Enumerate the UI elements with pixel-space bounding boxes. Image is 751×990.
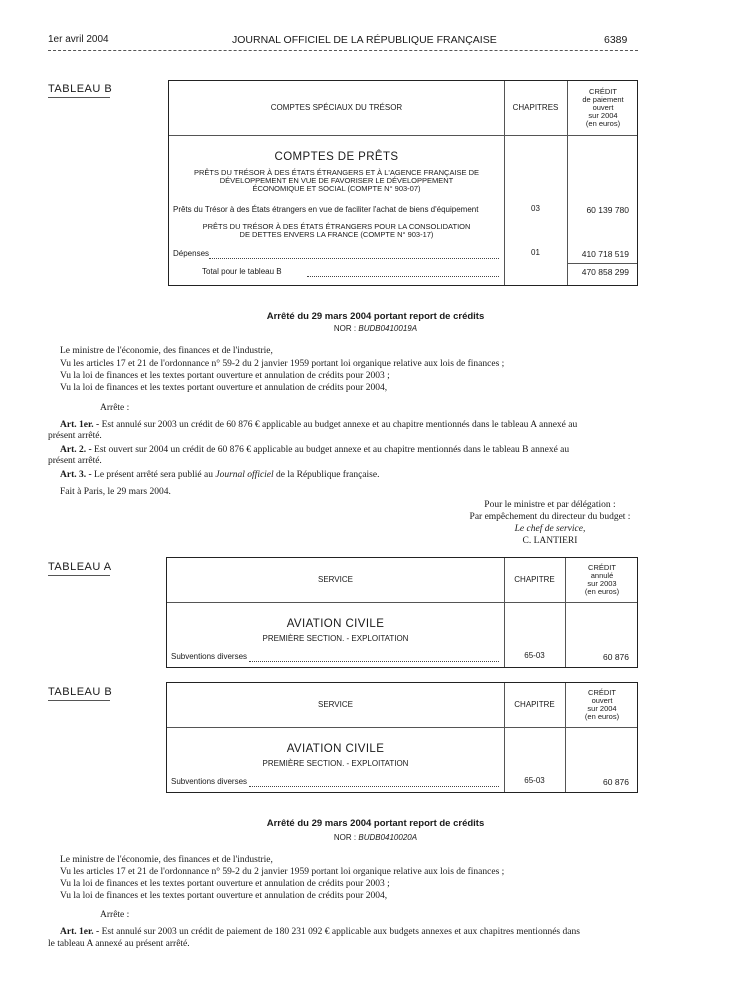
table1-label: TABLEAU B — [48, 83, 113, 95]
arrete1-fait: Fait à Paris, le 29 mars 2004. — [60, 487, 171, 497]
tableA-label-rule — [48, 575, 110, 576]
arrete2-line: Vu la loi de finances et les textes portant ouverture et annulation de crédits pour 2004, — [60, 891, 388, 901]
arrete1-line: Le ministre de l'économie, des finances et de l'industrie, — [60, 346, 273, 356]
col-credit-header: CRÉDIT de paiement ouvert sur 2004 (en euros) — [582, 87, 624, 128]
row1-chapitre: 03 — [531, 204, 540, 213]
signature-line: Pour le ministre et par délégation : — [484, 500, 616, 510]
comptes-de-prets-heading: COMPTES DE PRÊTS — [274, 151, 399, 163]
tableB2-subheading: PREMIÈRE SECTION. - EXPLOITATION — [262, 759, 409, 768]
arrete1-arrete: Arrête : — [100, 403, 130, 413]
row2-label: Dépenses — [173, 249, 210, 258]
tableB2-row-label: Subventions diverses — [171, 777, 248, 786]
signature-name: C. LANTIERI — [522, 536, 578, 546]
table1 — [168, 80, 638, 286]
arrete1-art2-cont: présent arrêté. — [48, 456, 102, 466]
tableA-row-amount: 60 876 — [603, 652, 629, 662]
tableA — [166, 557, 638, 668]
tableA-row-label: Subventions diverses — [171, 652, 248, 661]
header-date: 1er avril 2004 — [48, 34, 109, 45]
tableB2-heading: AVIATION CIVILE — [286, 743, 385, 755]
page-number: 6389 — [604, 34, 628, 46]
row2-chapitre: 01 — [531, 248, 540, 257]
arrete1-art3: Art. 3. - Le présent arrêté sera publié au Journal officiel de la République française. — [60, 470, 380, 480]
signature-line: Par empêchement du directeur du budget : — [469, 512, 631, 522]
arrete1-nor: NOR : BUDB0410019A — [333, 324, 418, 333]
table1-label-rule — [48, 97, 110, 98]
tableA-col-chapitre: CHAPITRE — [514, 575, 555, 584]
arrete1-line: Vu les articles 17 et 21 de l'ordonnance n° 59-2 du 2 janvier 1959 portant loi organique relative aux lois de finances ; — [60, 359, 505, 369]
arrete2-arrete: Arrête : — [100, 910, 130, 920]
journal-title: JOURNAL OFFICIEL DE LA RÉPUBLIQUE FRANÇAISE — [232, 34, 497, 46]
section2-title: PRÊTS DU TRÉSOR À DES ÉTATS ÉTRANGERS POUR LA CONSOLIDATION DE DETTES ENVERS LA FRANCE (COMPTE N° 903-17) — [202, 222, 471, 239]
header-rule — [48, 50, 638, 51]
tableA-col-credit: CRÉDIT annulé sur 2003 (en euros) — [584, 563, 620, 596]
total-amount: 470 858 299 — [581, 267, 629, 277]
tableB2-row-amount: 60 876 — [603, 777, 629, 787]
arrete2-nor: NOR : BUDB0410020A — [333, 833, 418, 842]
tableA-row-chapitre: 65-03 — [524, 651, 545, 660]
tableA-col-service: SERVICE — [318, 575, 353, 584]
section1-title: PRÊTS DU TRÉSOR À DES ÉTATS ÉTRANGERS ET À L'AGENCE FRANÇAISE DE DÉVELOPPEMENT EN VUE DE FAVORISER LE DÉVELOPPEMENT ÉCONOMIQUE ET SOCIAL (COMPTE N° 903-07) — [193, 168, 480, 193]
tableB2-col-credit: CRÉDIT ouvert sur 2004 (en euros) — [584, 688, 620, 721]
col-comptes-header: COMPTES SPÉCIAUX DU TRÉSOR — [270, 103, 403, 112]
tableB2 — [166, 682, 638, 793]
col-chapitres-header: CHAPITRES — [512, 103, 559, 112]
arrete1-line: Vu la loi de finances et les textes portant ouverture et annulation de crédits pour 2003 ; — [60, 371, 390, 381]
arrete2-line: Vu la loi de finances et les textes portant ouverture et annulation de crédits pour 2003 ; — [60, 879, 390, 889]
arrete1-art2: Art. 2. - Est ouvert sur 2004 un crédit de 60 876 € applicable au budget annexe et au chapitre mentionnés dans le tableau B annexé au — [60, 445, 570, 455]
arrete2-art1: Art. 1er. - Est annulé sur 2003 un crédit de paiement de 180 231 092 € applicable aux budgets annexes et aux chapitres mentionnés dans — [60, 927, 580, 937]
signature-title: Le chef de service, — [514, 524, 586, 534]
row1-label: Prêts du Trésor à des États étrangers en vue de faciliter l'achat de biens d'équipement — [173, 205, 479, 214]
arrete2-art1-cont: le tableau A annexé au présent arrêté. — [48, 939, 190, 949]
arrete2-title: Arrêté du 29 mars 2004 portant report de crédits — [266, 818, 485, 829]
tableA-label: TABLEAU A — [48, 561, 112, 573]
arrete1-title: Arrêté du 29 mars 2004 portant report de crédits — [266, 311, 485, 322]
arrete2-line: Le ministre de l'économie, des finances et de l'industrie, — [60, 855, 273, 865]
arrete1-line: Vu la loi de finances et les textes portant ouverture et annulation de crédits pour 2004, — [60, 383, 388, 393]
tableA-subheading: PREMIÈRE SECTION. - EXPLOITATION — [262, 634, 409, 643]
tableB2-label: TABLEAU B — [48, 686, 113, 698]
tableB2-label-rule — [48, 700, 110, 701]
arrete1-art1: Art. 1er. - Est annulé sur 2003 un crédit de 60 876 € applicable au budget annexe et au chapitre mentionnés dans le tableau A annexé au — [60, 420, 578, 430]
arrete1-art1-cont: présent arrêté. — [48, 431, 102, 441]
tableB2-col-chapitre: CHAPITRE — [514, 700, 555, 709]
tableB2-row-chapitre: 65-03 — [524, 776, 545, 785]
tableB2-col-service: SERVICE — [318, 700, 353, 709]
row2-amount: 410 718 519 — [581, 249, 629, 259]
row1-amount: 60 139 780 — [586, 205, 629, 215]
tableA-heading: AVIATION CIVILE — [286, 618, 385, 630]
total-label: Total pour le tableau B — [202, 267, 282, 276]
arrete2-line: Vu les articles 17 et 21 de l'ordonnance n° 59-2 du 2 janvier 1959 portant loi organique relative aux lois de finances ; — [60, 867, 505, 877]
